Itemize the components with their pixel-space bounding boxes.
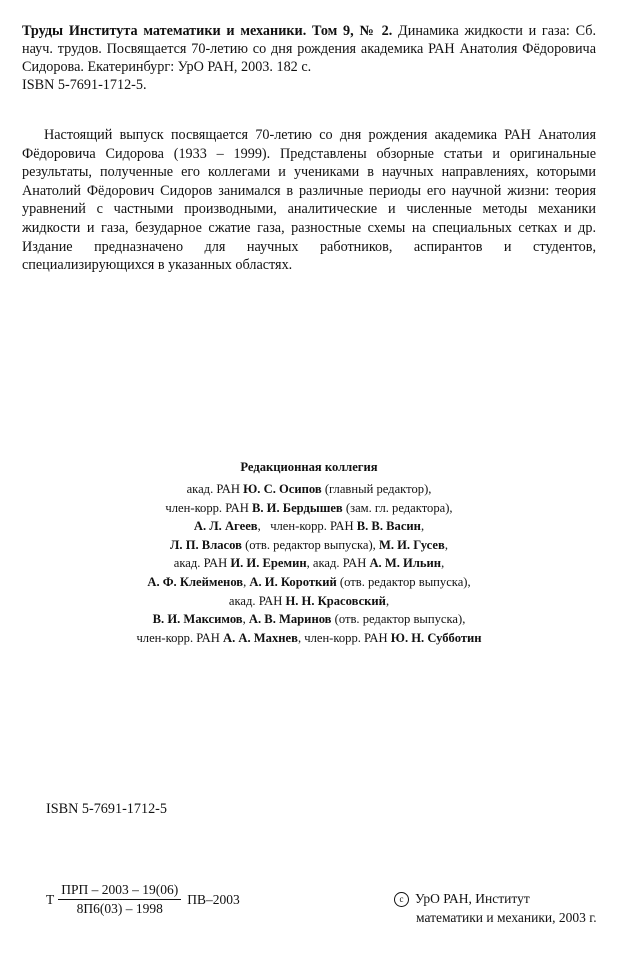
- board-line: акад. РАН И. И. Еремин, акад. РАН А. М. Ильин,: [173, 556, 445, 571]
- board-line: В. И. Максимов, А. В. Маринов (отв. редактор выпуска),: [152, 612, 466, 627]
- code-fraction: [58, 882, 181, 917]
- copyright-line2: математики и механики, 2003 г.: [416, 909, 597, 925]
- abstract: Настоящий выпуск посвящается 70-летию со дня рождения академика РАН Анатолия Фёдоровича Сидорова (1933 – 1999). Представлены обзорные статьи и оригинальные результаты, полученные его коллегами и учениками в научных направлениях, которыми Анатолий Фёдорович Сидоров занимался в различные периоды его научной жизни: теория уравнений с частными производными, аналитические и численные методы механики жидкости и газа, безударное сжатие газа, разностные схемы на специальных сетках и др. Издание предназначено для научных работников, аспирантов и студентов, специализирующихся в указанных областях.: [22, 127, 596, 274]
- copyright-line1: УрО РАН, Институт: [415, 891, 530, 906]
- board-line: акад. РАН Н. Н. Красовский,: [228, 593, 390, 608]
- code-suffix: ПВ–2003: [187, 891, 240, 907]
- board-line: А. Ф. Клейменов, А. И. Короткий (отв. редактор выпуска),: [147, 574, 471, 589]
- copyright: [394, 890, 597, 927]
- code-prefix: Т: [46, 891, 55, 907]
- board-line: Л. П. Власов (отв. редактор выпуска), М. И. Гусев,: [170, 537, 448, 552]
- isbn-top: ISBN 5-7691-1712-5.: [22, 77, 147, 93]
- isbn-bottom: ISBN 5-7691-1712-5: [46, 801, 167, 817]
- publication-code: [46, 882, 240, 917]
- board-line: член-корр. РАН А. А. Махнев, член-корр. РАН Ю. Н. Субботин: [136, 630, 482, 645]
- board-line: А. Л. Агеев, член-корр. РАН В. В. Васин,: [193, 519, 425, 534]
- board-line: акад. РАН Ю. С. Осипов (главный редактор),: [186, 482, 432, 496]
- journal-title: Труды Института математики и механики. Том 9, № 2.: [22, 23, 393, 39]
- editorial-board: [22, 458, 596, 647]
- code-numerator: ПРП – 2003 – 19(06): [58, 882, 181, 900]
- board-line: член-корр. РАН В. И. Бердышев (зам. гл. редактора),: [165, 500, 453, 515]
- board-title: Редакционная коллегия: [240, 460, 378, 474]
- code-denominator: 8П6(03) – 1998: [76, 901, 163, 916]
- copyright-icon: c: [394, 892, 409, 907]
- bibliographic-text: Динамика жидкости и газа: Сб. науч. трудов. Посвящается 70-летию со дня рождения академика РАН Анатолия Фёдоровича Сидорова. Екатеринбург: УрО РАН, 2003. 182 с.: [22, 23, 597, 75]
- bibliographic-record: [22, 22, 596, 94]
